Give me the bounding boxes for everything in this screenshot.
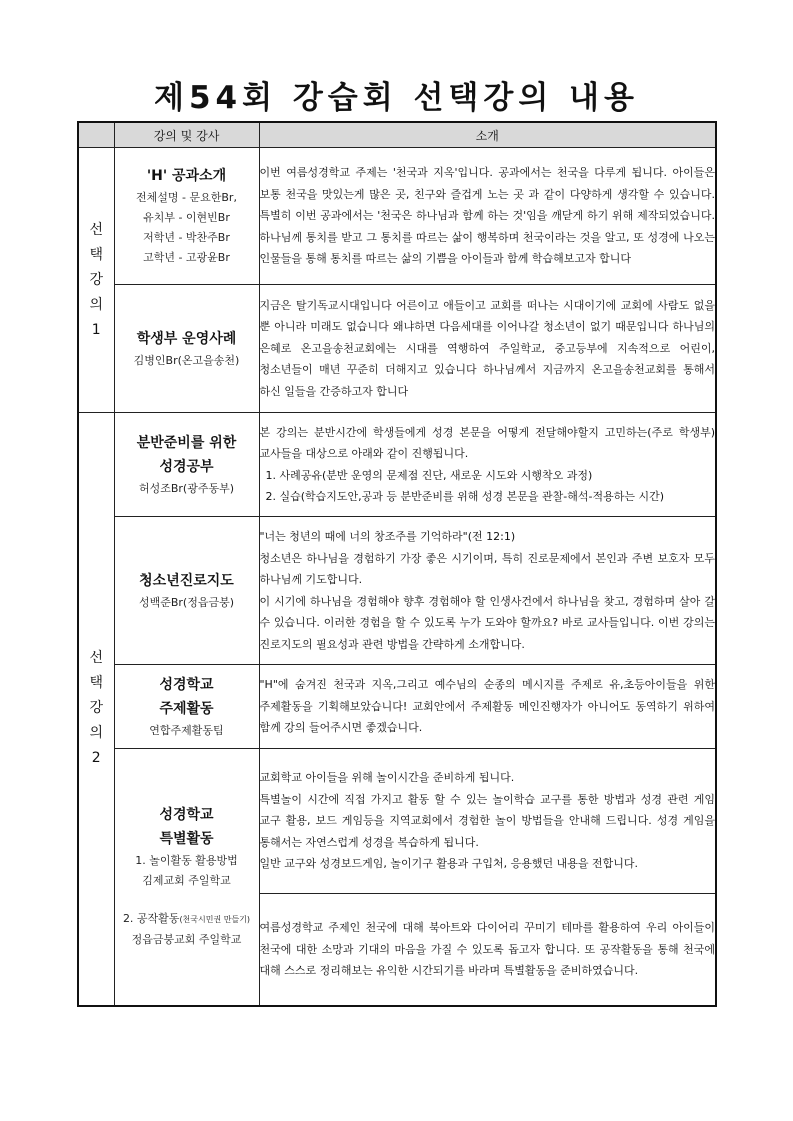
lecture-table [77,121,717,1007]
table-row [78,517,716,665]
document-title: 제54회 강습회 선택강의 내용 [154,80,639,116]
description-paragraph: "H"에 숨겨진 천국과 지옥,그리고 예수님의 순종의 메시지를 주제로 유,초등아이들을 위한 주제활동을 기획해보았습니다! 교회안에서 주제활동 메인진행자가 아니어도 동역하기 위하여 함께 강의 들어주시면 좋겠습니다. [259,678,715,735]
lecture-cell [114,665,259,749]
header-blank [78,122,114,148]
lecture-instructor: 성백준Br(정읍금붕) [138,595,235,609]
table-row [78,148,716,285]
description-paragraph: 일반 교구와 성경보드게임, 놀이기구 활용과 구입처, 응용했던 내용을 전합니다. [259,857,638,871]
lecture-description [259,749,716,894]
lecture-instructor: 김병인Br(온고을송천) [133,353,240,367]
lecture-cell [114,413,259,517]
lecture-description [259,148,716,285]
section-label-char: 택 [89,675,104,692]
section-label-char: 의 [89,296,104,313]
lecture-cell [114,285,259,413]
lecture-cell [114,148,259,285]
activity-2-label: 2. 공작활동 [122,912,180,926]
table-row [78,413,716,517]
lecture-title: 성경공부 [159,458,214,475]
lecture-instructor: 전체설명 - 문요한Br, [136,191,237,204]
description-paragraph: 이번 여름성경학교 주제는 '천국과 지옥'입니다. 공과에서는 천국을 다루게 됩니다. 아이들은 보통 천국을 맛있는게 많은 곳, 친구와 즐겁게 노는 곳 과 같이 다양하게 생각할 수 있습니다. 특별히 이번 공과에서는 '천국은 하나님과 함께 하는 것'임을 깨닫게 하기 위해 제작되었습니다. 하나님께 통치를 받고 그 통치를 따르는 삶이 행복하며 천국이라는 것을 알고, 또 성경에 나오는 인물들을 통해 통치를 따르는 삶의 기쁨을 아이들과 함께 학습해보고자 합니다 [259,166,715,266]
lecture-activity-1: 1. 놀이활동 활용방법 [135,854,238,868]
lecture-title: 성경학교 [159,676,214,693]
lecture-description [259,285,716,413]
section-label-1 [78,148,114,413]
section-label-char: 2 [91,750,101,767]
lecture-instructor: 저학년 - 박찬주Br [143,231,230,244]
lecture-cell [114,517,259,665]
description-paragraph: 특별놀이 시간에 직접 가지고 활동 할 수 있는 놀이학습 교구를 통한 방법과 성경 관련 게임 교구 활용, 보드 게임등을 지역교회에서 경험한 놀이 방법들을 안내해 드립니다. 성경 게임을 통해서는 자연스럽게 성경을 복습하게 됩니다. [259,792,715,849]
section-label-char: 선 [89,221,104,238]
table-row [78,285,716,413]
lecture-description [259,894,716,1006]
lecture-description [259,665,716,749]
section-label-char: 선 [89,650,104,667]
lecture-instructor: 유치부 - 이현빈Br [143,211,230,224]
lecture-cell [114,749,259,1006]
table-row [78,665,716,749]
description-paragraph: 이 시기에 하나님을 경험해야 향후 경험해야 할 인생사건에서 하나님을 찾고, 경험하며 살아 갈 수 있습니다. 이러한 경험을 할 수 있도록 누가 도와야 할까요? 바로 교사들입니다. 이번 강의는 진로지도의 필요성과 관련 방법을 간략하게 소개합니다. [259,594,715,651]
section-label-char: 강 [89,700,104,717]
section-label-char: 강 [89,271,104,288]
description-list-item: 2. 실습(학습지도안,공과 등 분반준비를 위해 성경 본문을 관찰-해석-적용하는 시간) [265,490,665,503]
lecture-activity-2 [115,909,259,930]
lecture-title: 청소년진로지도 [139,572,234,589]
lecture-title: 성경학교 [159,807,214,824]
description-paragraph: 여름성경학교 주제인 천국에 대해 북아트와 다이어리 꾸미기 테마를 활용하여 우리 아이들이 천국에 대한 소망과 기대의 마음을 가질 수 있도록 돕고자 합니다. 또 공작활동을 통해 천국에 대해 스스로 정리해보는 유익한 시간되기를 바라며 특별활동을 준비하였습니다. [259,921,715,977]
lecture-description [259,413,716,517]
table-header-row [78,122,716,148]
description-paragraph: 지금은 탈기독교시대입니다 어른이고 애들이고 교회를 떠나는 시대이기에 교회에 사람도 없을 뿐 아니라 미래도 없습니다 왜냐하면 다음세대를 이어나갈 청소년이 없기 때문입니다 하나님의 은혜로 온고을송천교회에는 시대를 역행하여 주일학교, 중고등부에 지속적으로 어린이, 청소년들이 매년 꾸준히 더해지고 있습니다 하나님께서 지금까지 온고을송천교회를 통해서 하신 일들을 간증하고자 합니다 [259,298,715,398]
header-lecture: 강의 및 강사 [114,122,259,148]
lecture-church-2: 정읍금붕교회 주일학교 [131,933,242,947]
lecture-description [259,517,716,665]
section-label-2 [78,413,114,1006]
header-intro: 소개 [259,122,716,148]
table-row [78,749,716,894]
activity-2-note: (천국시민권 만들기) [179,915,251,925]
lecture-instructor: 연합주제활동팀 [149,723,224,737]
lecture-title: 분반준비를 위한 [136,434,237,451]
section-label-char: 1 [91,321,101,338]
description-list-item: 1. 사례공유(분반 운영의 문제점 진단, 새로운 시도와 시행착오 과정) [265,468,593,482]
lecture-title: 'H' 공과소개 [146,168,227,184]
lecture-title: 특별활동 [159,831,214,848]
lecture-instructor: 고학년 - 고광윤Br [143,251,230,264]
lecture-instructor: 허성조Br(광주동부) [138,481,235,495]
lecture-church-1: 김제교회 주일학교 [142,874,231,888]
description-paragraph: "너는 청년의 때에 너의 창조주를 기억하라"(전 12:1) [259,530,516,543]
section-label-char: 택 [89,246,104,263]
description-paragraph: 교회학교 아이들을 위해 놀이시간을 준비하게 됩니다. [259,771,515,785]
description-paragraph: 청소년은 하나님을 경험하기 가장 좋은 시기이며, 특히 진로문제에서 본인과 주변 보호자 모두 하나님께 기도합니다. [259,551,715,586]
lecture-title: 주제활동 [159,700,214,717]
lecture-title: 학생부 운영사례 [136,330,237,347]
section-label-char: 의 [89,725,104,742]
description-paragraph: 본 강의는 분반시간에 학생들에게 성경 본문을 어떻게 전달해야할지 고민하는(주로 학생부) 교사들을 대상으로 아래와 같이 진행됩니다. [259,425,715,460]
